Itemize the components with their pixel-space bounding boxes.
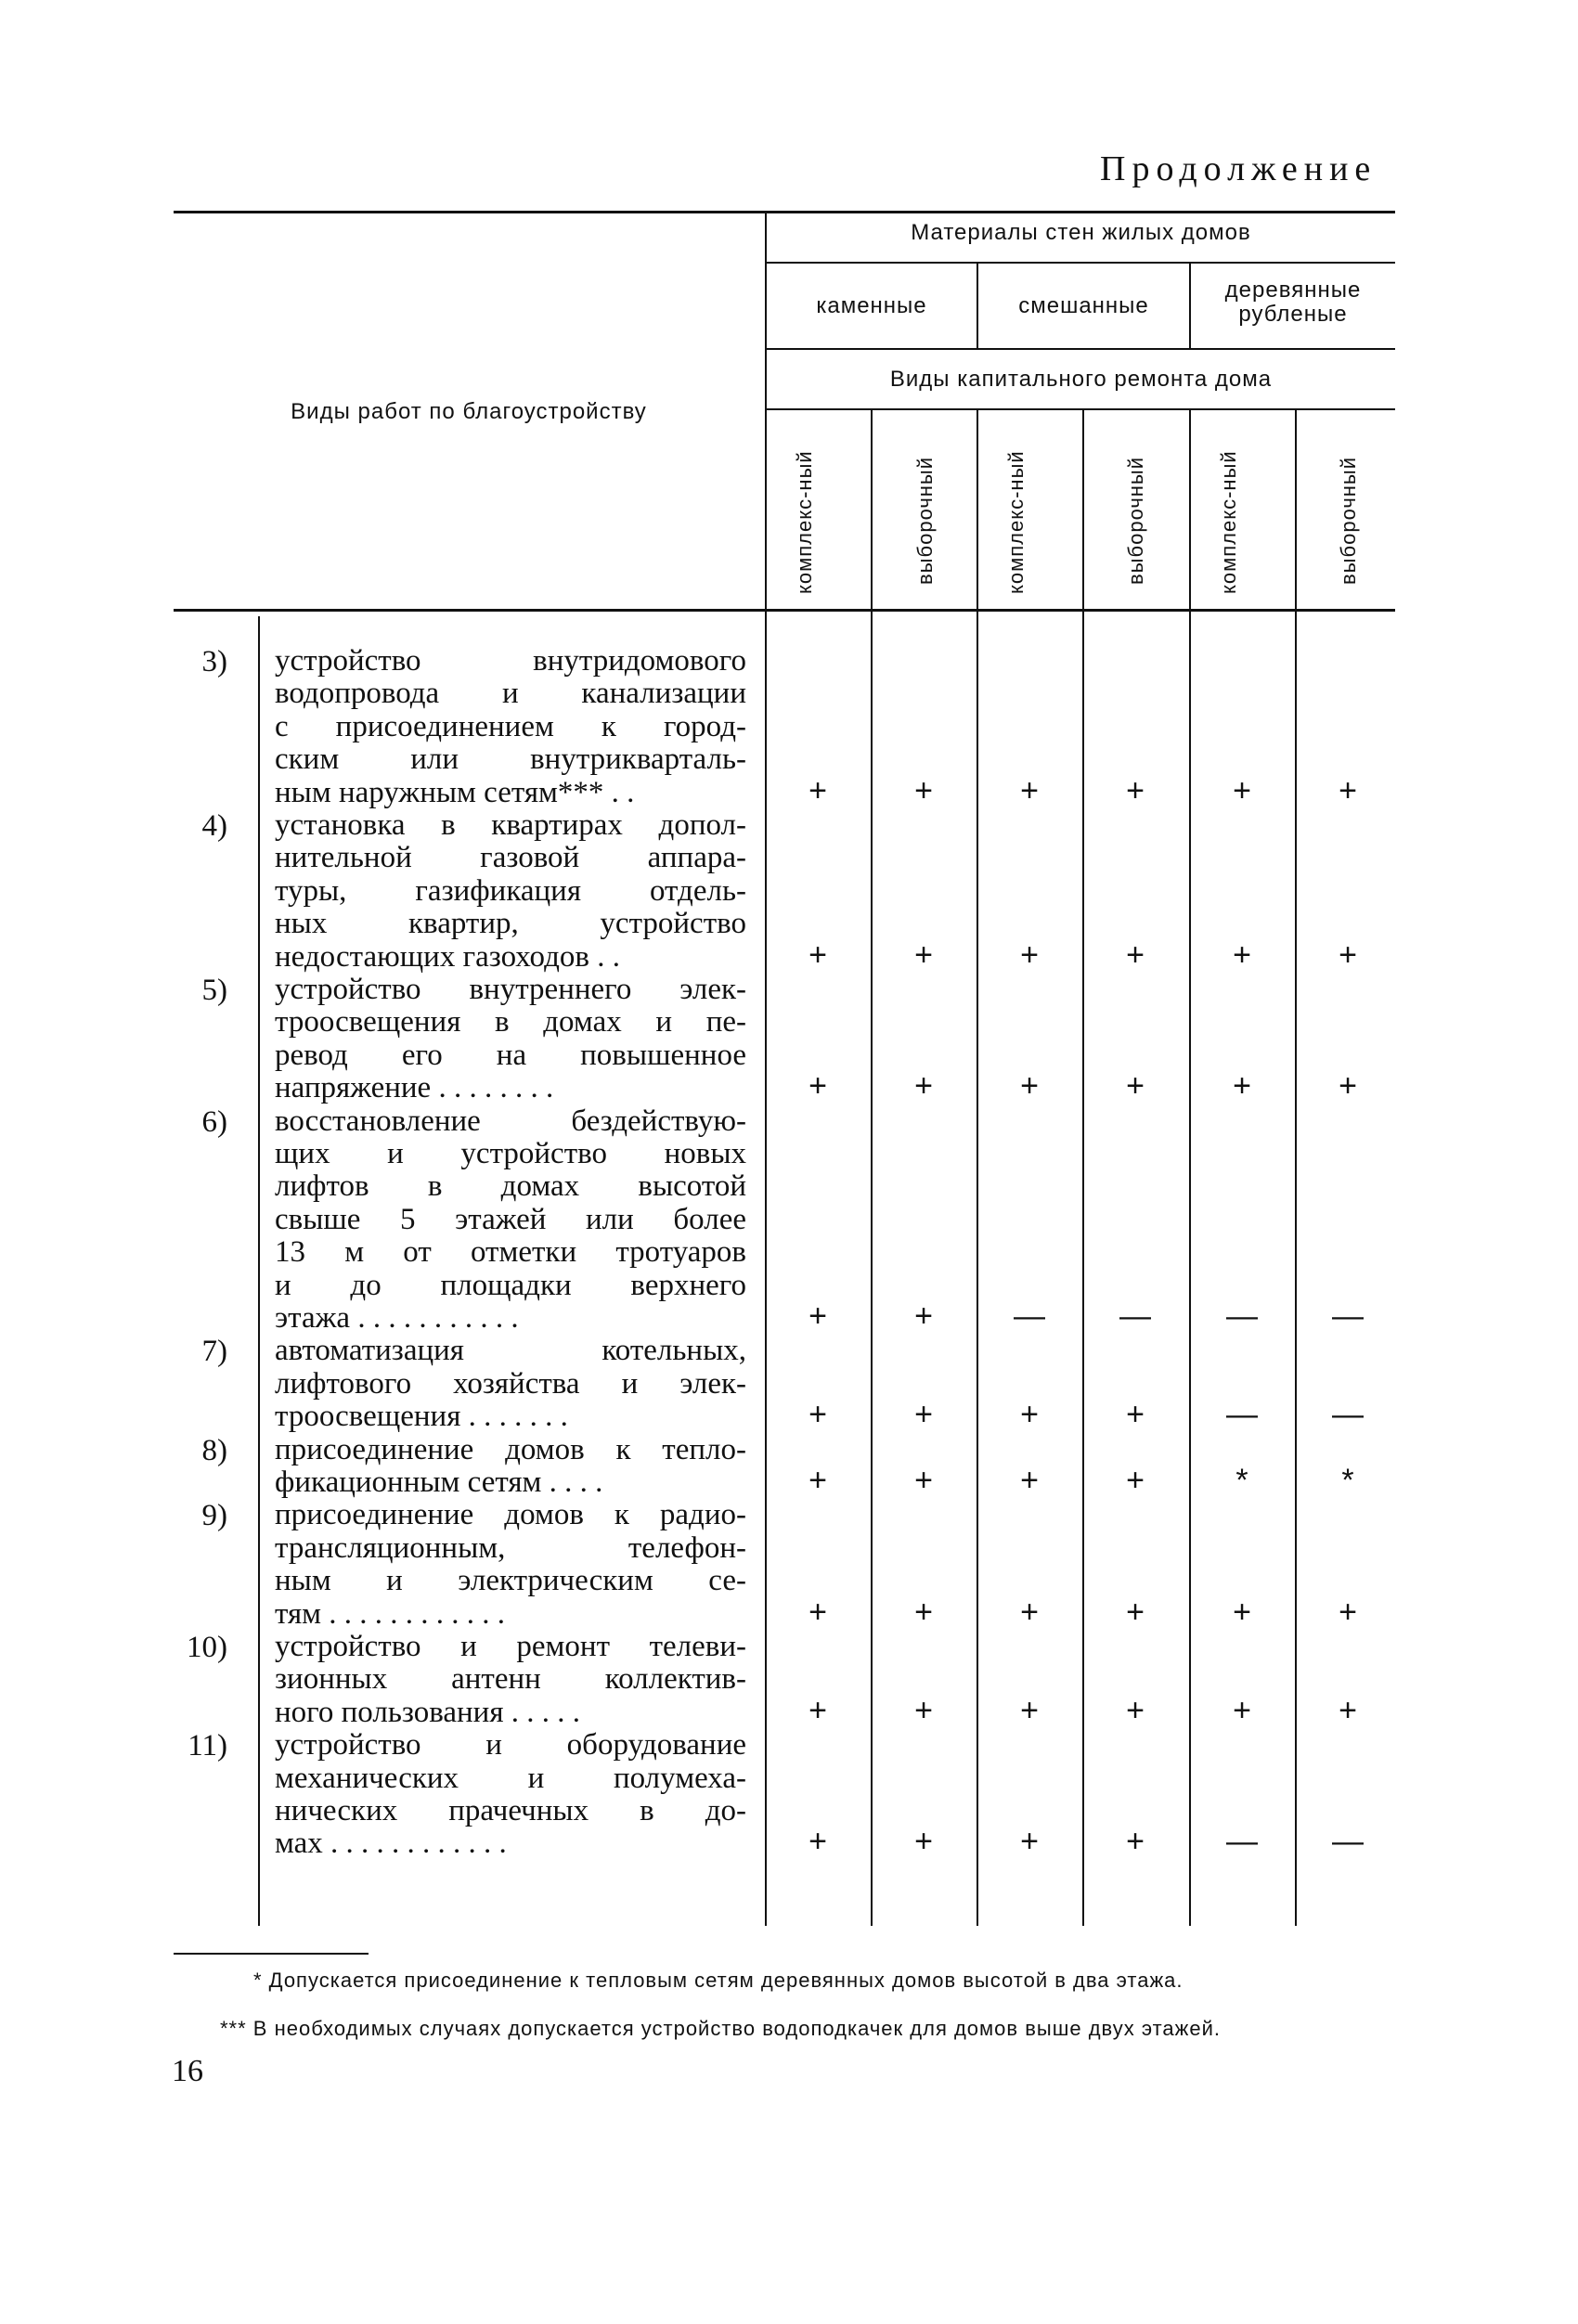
- cell-mark: +: [808, 1068, 827, 1104]
- cell-mark: +: [914, 1824, 933, 1860]
- description-line: щих и устройство новых: [275, 1137, 746, 1170]
- description-line: лифтов в домах высотой: [275, 1169, 746, 1204]
- work-description: [275, 1729, 746, 1861]
- work-description: [275, 1105, 746, 1336]
- cell-mark: +: [914, 1594, 933, 1630]
- cell-mark: +: [808, 1463, 827, 1498]
- cell-mark: +: [1233, 772, 1251, 808]
- vline-num: [258, 616, 260, 1926]
- cell-mark: +: [1233, 1692, 1251, 1728]
- row-number: 8): [201, 1433, 227, 1467]
- header-hline-2: [767, 348, 1395, 350]
- cell-mark: +: [914, 1463, 933, 1498]
- cell-mark: +: [1020, 1463, 1039, 1498]
- group-header-wooden: деревянные рубленые: [1224, 278, 1362, 327]
- row-number: 10): [187, 1631, 227, 1664]
- row-number: 5): [201, 974, 227, 1007]
- description-line: 13 м от отметки тротуаров: [275, 1235, 746, 1270]
- description-line: зионных антенн коллектив-: [275, 1662, 746, 1697]
- cell-mark: —: [1119, 1298, 1151, 1334]
- cell-mark: +: [1339, 1594, 1357, 1630]
- footnote-2: *** В необходимых случаях допускается устройство водоподкачек для домов выше двух этажей.: [220, 2017, 1222, 2040]
- subcol-header: комплекс-ный: [1217, 450, 1240, 594]
- subcol-header: выборочный: [1124, 456, 1147, 585]
- cell-mark: +: [914, 1692, 933, 1728]
- work-description: [275, 1335, 746, 1433]
- description-line: восстановление бездействую-: [275, 1104, 746, 1138]
- description-line: нительной газовой аппара-: [275, 841, 746, 875]
- cell-mark: +: [1339, 772, 1357, 808]
- cell-mark: +: [1233, 1068, 1251, 1104]
- cell-mark: +: [808, 1298, 827, 1334]
- page-number: 16: [172, 2054, 203, 2088]
- work-description: [275, 1434, 746, 1500]
- description-line: мах . . . . . . . . . . . .: [275, 1827, 507, 1861]
- cell-mark: +: [1020, 1397, 1039, 1433]
- description-line: ным и электрическим се-: [275, 1564, 746, 1598]
- cell-mark: +: [1126, 1463, 1145, 1498]
- subcol-header: выборочный: [913, 456, 937, 585]
- description-line: этажа . . . . . . . . . . .: [275, 1301, 519, 1336]
- description-line: ного пользования . . . . .: [275, 1695, 581, 1729]
- work-description: [275, 974, 746, 1105]
- vline-sub-2: [977, 410, 978, 1926]
- cell-mark: —: [1014, 1298, 1045, 1334]
- cell-mark: +: [1126, 772, 1145, 808]
- description-line: и до площадки верхнего: [275, 1268, 746, 1302]
- row-number: 11): [188, 1729, 227, 1763]
- cell-mark: +: [808, 1397, 827, 1433]
- work-description: [275, 1631, 746, 1729]
- vline-sub-3: [1082, 410, 1084, 1926]
- cell-mark: +: [1233, 936, 1251, 973]
- cell-mark: +: [1126, 1397, 1145, 1433]
- cell-mark: +: [1020, 1068, 1039, 1104]
- subcol-header: комплекс-ный: [793, 450, 816, 594]
- cell-mark: +: [1339, 1692, 1357, 1728]
- row-number: 3): [201, 645, 227, 678]
- work-description: [275, 645, 746, 809]
- description-line: троосвещения . . . . . . .: [275, 1400, 568, 1434]
- cell-mark: +: [914, 772, 933, 808]
- description-line: свыше 5 этажей или более: [275, 1202, 746, 1236]
- description-line: ным наружным сетям*** . .: [275, 775, 635, 809]
- table-top-rule: [174, 211, 1395, 213]
- description-line: лифтового хозяйства и элек-: [275, 1366, 746, 1401]
- group-header-mixed: смешанные: [1018, 293, 1149, 318]
- cell-mark: +: [914, 1068, 933, 1104]
- description-line: нических прачечных в до-: [275, 1794, 746, 1827]
- cell-mark: +: [1126, 1594, 1145, 1630]
- cell-mark: —: [1226, 1298, 1258, 1334]
- cell-mark: +: [914, 1397, 933, 1433]
- cell-mark: +: [1020, 772, 1039, 808]
- materials-header: Материалы стен жилых домов: [911, 220, 1251, 245]
- description-line: устройство внутридомового: [275, 644, 746, 678]
- cell-mark: +: [1020, 1594, 1039, 1630]
- repair-types-header: Виды капитального ремонта дома: [889, 367, 1273, 392]
- cell-mark: +: [808, 772, 827, 808]
- cell-mark: +: [1020, 1692, 1039, 1728]
- subcol-header: выборочный: [1337, 456, 1360, 585]
- row-number: 4): [201, 809, 227, 843]
- vline-label: [765, 213, 767, 1926]
- row-number: 6): [201, 1104, 227, 1139]
- cell-mark: +: [1233, 1594, 1251, 1630]
- cell-mark: —: [1332, 1298, 1364, 1334]
- description-line: с присоединением к город-: [275, 709, 746, 743]
- description-line: тям . . . . . . . . . . . .: [275, 1596, 506, 1631]
- description-line: установка в квартирах допол-: [275, 808, 746, 842]
- vline-sub-5: [1295, 410, 1297, 1926]
- header-bottom-rule: [174, 609, 1395, 612]
- description-line: механических и полумеха-: [275, 1761, 746, 1795]
- footnote-1: * Допускается присоединение к тепловым сетям деревянных домов высотой в два этажа.: [253, 1969, 1184, 1992]
- description-line: водопровода и канализации: [275, 677, 746, 711]
- cell-mark: —: [1332, 1824, 1364, 1860]
- cell-mark: +: [1339, 936, 1357, 973]
- cell-mark: +: [808, 936, 827, 973]
- cell-mark: +: [1020, 936, 1039, 973]
- description-line: устройство и оборудование: [275, 1728, 746, 1762]
- footnote-rule: [174, 1953, 369, 1955]
- cell-mark: +: [808, 1594, 827, 1630]
- row-number: 7): [201, 1335, 227, 1369]
- cell-mark: +: [1126, 1692, 1145, 1728]
- cell-mark: +: [1020, 1824, 1039, 1860]
- row-number: 9): [201, 1499, 227, 1533]
- vline-sub-4: [1189, 410, 1191, 1926]
- cell-mark: +: [1339, 1068, 1357, 1104]
- cell-mark: *: [1341, 1463, 1354, 1498]
- description-line: фикационным сетям . . . .: [275, 1465, 603, 1499]
- description-line: устройство внутреннего элек-: [275, 973, 746, 1006]
- vline-sub-1: [871, 410, 873, 1926]
- cell-mark: +: [914, 1298, 933, 1334]
- description-line: автоматизация котельных,: [275, 1334, 746, 1368]
- cell-mark: —: [1226, 1397, 1258, 1433]
- description-line: ревод его на повышенное: [275, 1038, 746, 1072]
- description-line: туры, газификация отдель-: [275, 873, 746, 908]
- cell-mark: +: [914, 936, 933, 973]
- work-description: [275, 1499, 746, 1631]
- work-description: [275, 809, 746, 974]
- description-line: трансляционным, телефон-: [275, 1530, 746, 1565]
- header-hline-1: [767, 262, 1395, 264]
- description-line: ским или внутрикварталь-: [275, 742, 746, 777]
- description-line: устройство и ремонт телеви-: [275, 1630, 746, 1663]
- description-line: присоединение домов к тепло-: [275, 1432, 746, 1466]
- header-hline-3: [767, 408, 1395, 410]
- description-line: недостающих газоходов . .: [275, 939, 620, 974]
- cell-mark: *: [1235, 1463, 1248, 1498]
- group-header-stone: каменные: [816, 293, 927, 318]
- cell-mark: +: [808, 1692, 827, 1728]
- subcol-header: комплекс-ный: [1004, 450, 1028, 594]
- description-line: присоединение домов к радио-: [275, 1498, 746, 1532]
- cell-mark: +: [1126, 936, 1145, 973]
- description-line: троосвещения в домах и пе-: [275, 1005, 746, 1039]
- cell-mark: —: [1332, 1397, 1364, 1433]
- cell-mark: +: [1126, 1068, 1145, 1104]
- continuation-label: Продолжение: [1100, 149, 1378, 188]
- description-line: напряжение . . . . . . . .: [275, 1071, 554, 1105]
- cell-mark: +: [1126, 1824, 1145, 1860]
- work-types-header: Виды работ по благоустройству: [291, 399, 647, 424]
- description-line: ных квартир, устройство: [275, 907, 746, 941]
- cell-mark: —: [1226, 1824, 1258, 1860]
- cell-mark: +: [808, 1824, 827, 1860]
